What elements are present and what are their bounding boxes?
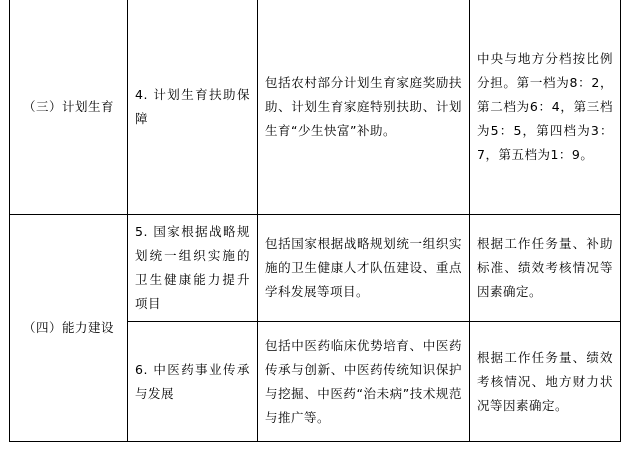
table-row bbox=[10, 215, 621, 322]
allocation-cell: 根据工作任务量、补助标准、绩效考核情况等因素确定。 bbox=[470, 215, 621, 322]
category-cell: （三）计划生育 bbox=[10, 0, 128, 215]
description-cell: 包括农村部分计划生育家庭奖励扶助、计划生育家庭特别扶助、计划生育“少生快富”补助。 bbox=[258, 0, 470, 215]
category-cell: （四）能力建设 bbox=[10, 215, 128, 442]
policy-table bbox=[9, 0, 621, 442]
item-cell: 4. 计划生育扶助保障 bbox=[128, 0, 258, 215]
description-cell: 包括中医药临床优势培育、中医药传承与创新、中医药传统知识保护与挖掘、中医药“治未病”技术规范与推广等。 bbox=[258, 322, 470, 442]
allocation-cell: 中央与地方分档按比例分担。第一档为8：2，第二档为6：4，第三档为5：5，第四档为3：7，第五档为1：9。 bbox=[470, 0, 621, 215]
table-row bbox=[10, 0, 621, 215]
description-cell: 包括国家根据战略规划统一组织实施的卫生健康人才队伍建设、重点学科发展等项目。 bbox=[258, 215, 470, 322]
item-cell: 5. 国家根据战略规划统一组织实施的卫生健康能力提升项目 bbox=[128, 215, 258, 322]
allocation-cell: 根据工作任务量、绩效考核情况、地方财力状况等因素确定。 bbox=[470, 322, 621, 442]
item-cell: 6. 中医药事业传承与发展 bbox=[128, 322, 258, 442]
